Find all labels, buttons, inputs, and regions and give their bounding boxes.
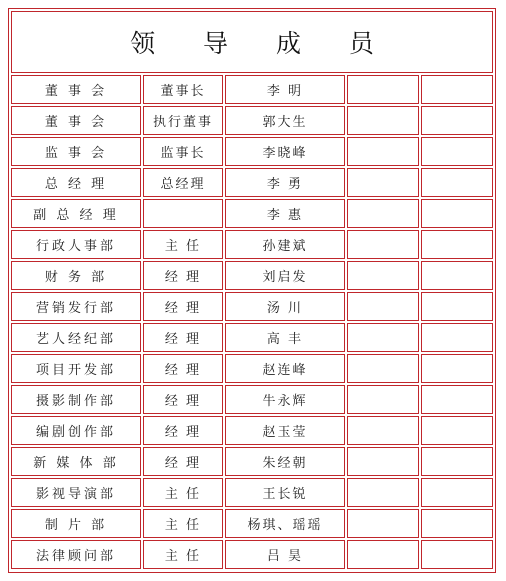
empty-cell	[421, 292, 493, 321]
empty-cell	[421, 106, 493, 135]
table-row	[11, 137, 493, 166]
department-cell: 总 经 理	[11, 168, 141, 197]
position-cell: 执行董事	[143, 106, 223, 135]
table-row	[11, 261, 493, 290]
name-cell: 牛永辉	[225, 385, 345, 414]
name-cell: 刘启发	[225, 261, 345, 290]
empty-cell	[421, 323, 493, 352]
empty-cell	[421, 230, 493, 259]
department-cell: 影视导演部	[11, 478, 141, 507]
title-cell	[11, 11, 493, 73]
empty-cell	[347, 230, 419, 259]
empty-cell	[347, 354, 419, 383]
empty-cell	[347, 540, 419, 569]
table-row	[11, 509, 493, 538]
name-cell: 李 惠	[225, 199, 345, 228]
table-row	[11, 292, 493, 321]
position-cell: 经 理	[143, 261, 223, 290]
position-cell: 主 任	[143, 478, 223, 507]
name-cell: 汤 川	[225, 292, 345, 321]
leadership-table	[8, 8, 496, 573]
empty-cell	[421, 75, 493, 104]
table-row	[11, 199, 493, 228]
empty-cell	[347, 447, 419, 476]
department-cell: 编剧创作部	[11, 416, 141, 445]
name-cell: 李晓峰	[225, 137, 345, 166]
position-cell	[143, 199, 223, 228]
empty-cell	[347, 509, 419, 538]
department-cell: 制 片 部	[11, 509, 141, 538]
empty-cell	[347, 137, 419, 166]
empty-cell	[421, 540, 493, 569]
name-cell: 吕 昊	[225, 540, 345, 569]
name-cell: 李 明	[225, 75, 345, 104]
empty-cell	[347, 199, 419, 228]
empty-cell	[347, 75, 419, 104]
empty-cell	[421, 261, 493, 290]
empty-cell	[347, 323, 419, 352]
table-row	[11, 323, 493, 352]
department-cell: 摄影制作部	[11, 385, 141, 414]
position-cell: 经 理	[143, 354, 223, 383]
department-cell: 新 媒 体 部	[11, 447, 141, 476]
table-row	[11, 478, 493, 507]
table-row	[11, 385, 493, 414]
department-cell: 董 事 会	[11, 106, 141, 135]
department-cell: 项目开发部	[11, 354, 141, 383]
name-cell: 孙建斌	[225, 230, 345, 259]
position-cell: 经 理	[143, 292, 223, 321]
department-cell: 艺人经纪部	[11, 323, 141, 352]
department-cell: 董 事 会	[11, 75, 141, 104]
department-cell: 营销发行部	[11, 292, 141, 321]
position-cell: 经 理	[143, 416, 223, 445]
empty-cell	[421, 354, 493, 383]
empty-cell	[421, 478, 493, 507]
position-cell: 经 理	[143, 447, 223, 476]
name-cell: 王长锐	[225, 478, 345, 507]
position-cell: 总经理	[143, 168, 223, 197]
empty-cell	[421, 137, 493, 166]
table-row	[11, 230, 493, 259]
page-title: 领 导 成 员	[130, 29, 394, 58]
table-row	[11, 354, 493, 383]
position-cell: 监事长	[143, 137, 223, 166]
name-cell: 赵玉莹	[225, 416, 345, 445]
department-cell: 副 总 经 理	[11, 199, 141, 228]
department-cell: 行政人事部	[11, 230, 141, 259]
position-cell: 经 理	[143, 323, 223, 352]
table-row	[11, 106, 493, 135]
empty-cell	[421, 509, 493, 538]
position-cell: 经 理	[143, 385, 223, 414]
empty-cell	[347, 478, 419, 507]
name-cell: 赵连峰	[225, 354, 345, 383]
empty-cell	[347, 168, 419, 197]
empty-cell	[421, 385, 493, 414]
table-row	[11, 168, 493, 197]
position-cell: 主 任	[143, 230, 223, 259]
department-cell: 财 务 部	[11, 261, 141, 290]
name-cell: 李 勇	[225, 168, 345, 197]
table-body	[11, 75, 493, 571]
empty-cell	[421, 168, 493, 197]
table-row	[11, 75, 493, 104]
position-cell: 董事长	[143, 75, 223, 104]
department-cell: 法律顾问部	[11, 540, 141, 569]
department-cell: 监 事 会	[11, 137, 141, 166]
table-row	[11, 540, 493, 569]
name-cell: 朱经朝	[225, 447, 345, 476]
table-row	[11, 416, 493, 445]
empty-cell	[421, 199, 493, 228]
empty-cell	[421, 416, 493, 445]
empty-cell	[347, 261, 419, 290]
empty-cell	[347, 416, 419, 445]
position-cell: 主 任	[143, 540, 223, 569]
name-cell: 高 丰	[225, 323, 345, 352]
position-cell: 主 任	[143, 509, 223, 538]
name-cell: 杨琪、瑶瑶	[225, 509, 345, 538]
table-row	[11, 447, 493, 476]
empty-cell	[347, 385, 419, 414]
name-cell: 郭大生	[225, 106, 345, 135]
empty-cell	[421, 447, 493, 476]
empty-cell	[347, 292, 419, 321]
empty-cell	[347, 106, 419, 135]
